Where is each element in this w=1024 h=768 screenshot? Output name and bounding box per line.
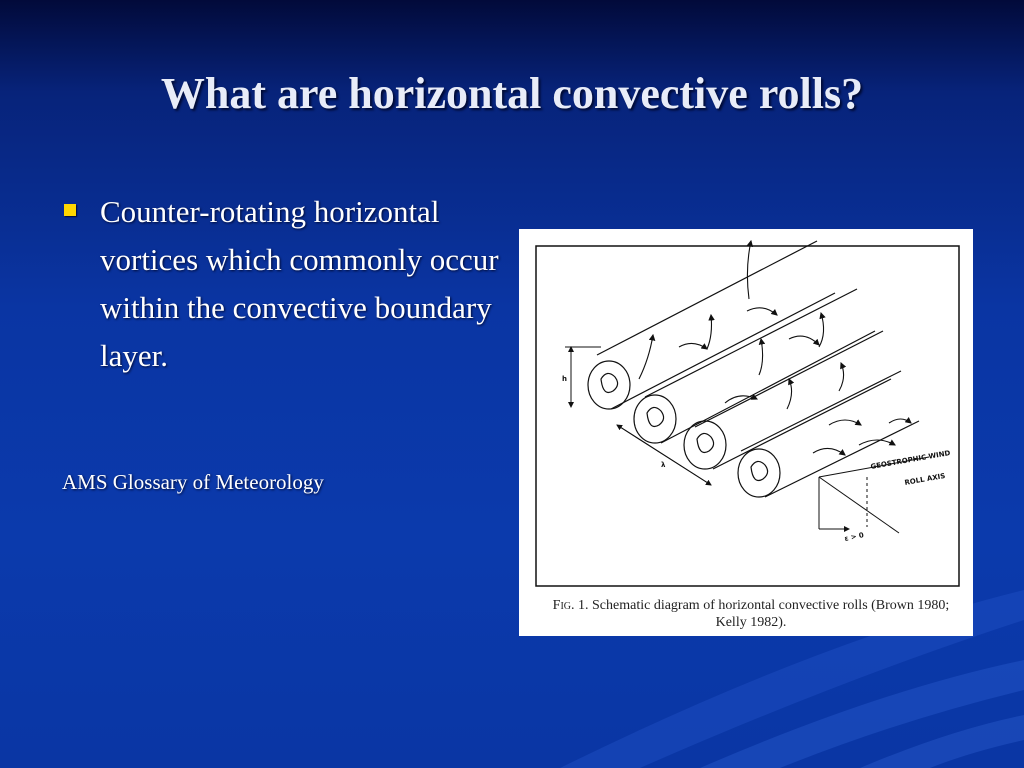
figure-caption-label: Fig. 1. [552, 598, 589, 613]
geostrophic-wind-label: GEOSTROPHIC WIND [869, 449, 951, 471]
angle-label: ε > 0 [843, 531, 865, 543]
circulation-arrows [639, 241, 911, 455]
square-bullet-icon [64, 204, 76, 216]
source-note: AMS Glossary of Meteorology [62, 470, 324, 494]
figure-caption [543, 597, 959, 631]
roll-tubes [588, 241, 919, 497]
figure-caption-text: Schematic diagram of horizontal convective rolls (Brown 1980; Kelly 1982). [588, 598, 950, 630]
wavelength-label: λ [661, 461, 666, 469]
height-label: h [562, 375, 567, 383]
height-marker [565, 347, 601, 407]
bullet-text: Counter-rotating horizontal vortices which commonly occur within the convective boundary layer. [100, 194, 499, 373]
slide-title: What are horizontal convective rolls? [160, 69, 864, 118]
roll-axis-label: ROLL AXIS [903, 471, 946, 487]
diagram-frame [536, 246, 959, 586]
bullet-item [62, 188, 502, 380]
convective-rolls-diagram [519, 229, 973, 636]
wavelength-marker [617, 425, 711, 485]
figure-image [519, 229, 973, 636]
